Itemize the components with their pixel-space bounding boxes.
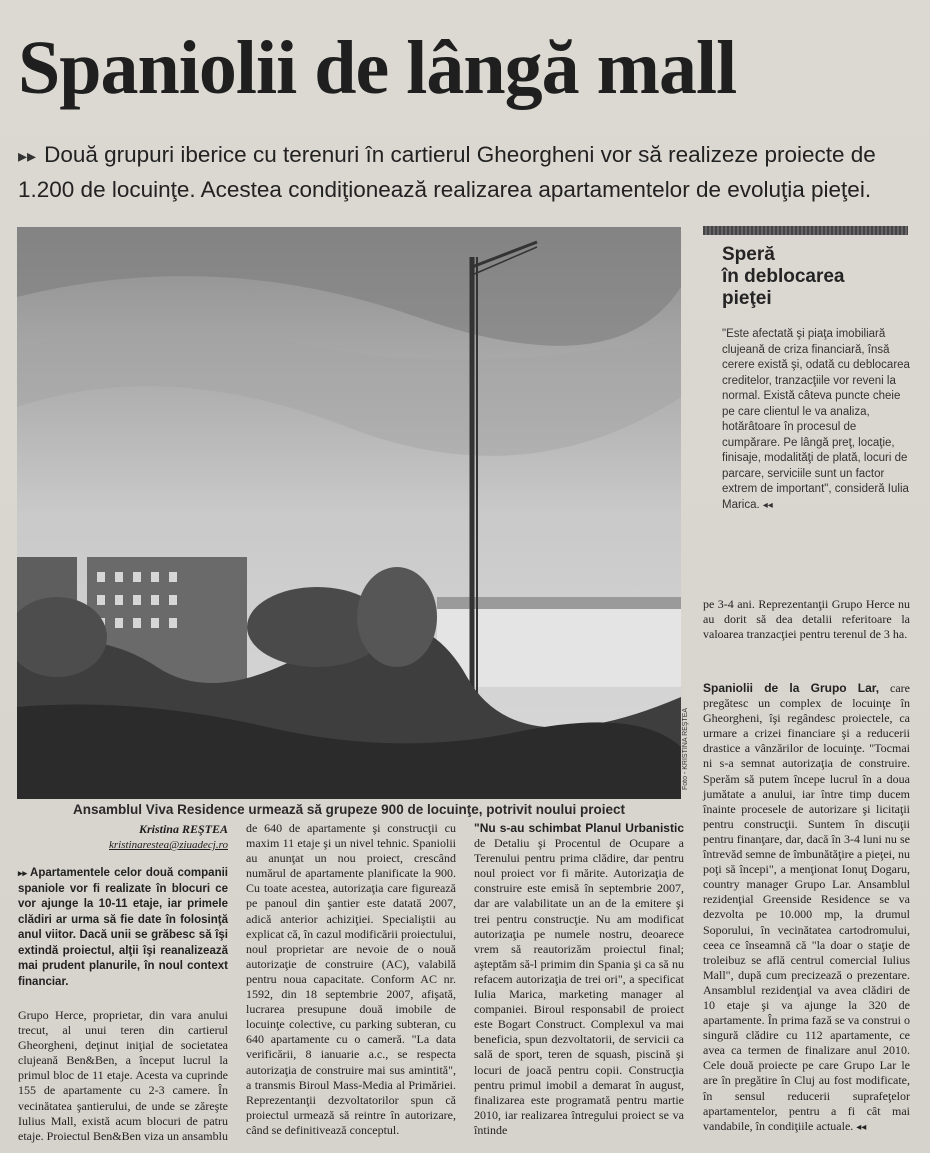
headline: Spaniolii de lângă mall: [18, 26, 737, 110]
sidebar-title-line: Speră: [722, 244, 775, 265]
column-text: [703, 681, 910, 1135]
lead-arrow-icon: ▸▸: [18, 146, 37, 166]
sidebar-title-line: în deblocarea: [722, 266, 845, 287]
sidebar-title-line: pieţei: [722, 288, 772, 309]
article-intro: [18, 866, 228, 1000]
lead-paragraph: [18, 138, 918, 207]
column-text: pe 3-4 ani. Reprezentanţii Grupo Herce nu au dorit să dea detalii referitoare la valoarea tranzacţiei pentru terenul de 3 ha.: [703, 597, 910, 642]
article-column-1: [18, 1008, 228, 1144]
column-text: [474, 821, 684, 1138]
article-column-3: [474, 821, 684, 1138]
sidebar-quote-text: "Este afectată şi piaţa imobiliară clujeană de criza financiară, însă cerere există şi, odată cu deblocarea creditelor, tranzacţiile vor reveni la normal. Există câteva puncte cheie pe care clientul le va analiza, hotărâtoare în procesul de cumpărare. Pe lângă preţ, locaţie, finisaje, modalităţi de plată, locuri de parcare, serviciile sunt un factor extrem de important", consideră Iulia Marica.: [722, 328, 910, 511]
author-name: Kristina REŞTEA: [138, 822, 228, 836]
intro-arrow-icon: ▸▸: [18, 868, 28, 878]
intro-paragraph: [18, 866, 228, 990]
author-email: kristinarestea@ziuadecj.ro: [109, 839, 228, 851]
lead-text: Două grupuri iberice cu terenuri în cartierul Gheorgheni vor să realizeze proiecte de 1.200 de locuinţe. Acestea condiţionează realizarea apartamentelor de evoluţia pieţei.: [18, 142, 876, 202]
photo-credit: Foto - KRISTINA REŞTEA: [682, 707, 689, 790]
column-lead-in: "Nu s-au schimbat Planul Urbanistic: [474, 821, 684, 835]
sidebar-divider: [703, 226, 908, 235]
article-column-4: [703, 681, 910, 1135]
column-text: Grupo Herce, proprietar, din vara anului trecut, al unui teren din cartierul Gheorgheni, deţinut iniţial de societatea clujeană Ben&Ben, a început lucrul la primul bloc de 11 etaje. Acesta va cuprinde 155 de apartamente cu 2-3 camere. În vecinătatea şantierului, de unde se zăreşte Iulius Mall, există acum blocuri de patru etaje. Proiectul Ben&Ben viza un ansamblu: [18, 1008, 228, 1143]
column-body: care pregătesc un complex de locuinţe în Gheorgheni, îşi regândesc proiectele, ca urmare a crizei financiare şi a reducerii drastice a vânzărilor de locuinţe. "Tocmai ni s-a semnat autorizaţia de construire. Sperăm să putem începe lucrul în a doua jumătate a anului, iar între timp ducem înainte procesele de autorizare şi licitaţii pentru construcţii. Suntem în discuţii pentru finanţare, dar, dacă în 3-4 luni nu se întrevăd semne de îmbunătăţire a pieţei, nu poţi să începi", a menţionat Ionuţ Dogaru, country manager Grupo Lar. Ansamblul rezidenţial Greenside Residence se va dezvolta pe 10.000 mp, la drumul Soporului, în vecinătatea cartodromului, ceea ce înseamnă că "la doar o staţie de troleibuz se află centrul comercial Iulius Mall", după cum precizează o prezentare. Ansamblul rezidenţial va avea clădiri de 10 etaje şi va ajunge la 320 de apartamente. În prima fază se va construi o singură clădire cu 112 apartamente, ce avea ca termen de finalizare anul 2010. Cele două proiecte pe care Grupo Lar le are în pregătire în Cluj au fost modificate, în sensul reducerii suprafeţelor apartamentelor, pentru a fi cât mai vandabile, în condiţiile actuale.: [703, 681, 911, 1133]
construction-site-image: [17, 227, 681, 799]
column-lead-in: Spaniolii de la Grupo Lar,: [703, 681, 880, 695]
column-body: de Detaliu şi Procentul de Ocupare a Terenului pentru prima clădire, dar pentru noul proiect vor fi mărite. Autorizaţia de construire este emisă în septembrie 2007, dar are valabilitate un an de la emitere şi trei pentru construcţie. Nu am modificat autorizaţia pe numele nostru, deoarece vrem să reautorizăm proiectul final; aşteptăm să-l primim din Spania şi ca să nu refacem autorizaţia de trei ori", a specificat Iulia Marica, marketing manager al companiei. Biroul responsabil de proiect este Bogart Construct. Complexul va mai beneficia, spun dezvoltatorii, de servicii ca sală de sport, teren de squash, piscină şi locuri de joacă pentru copii. Construcţia pentru primul imobil a demarat în august, finalizarea este programată pentru martie 2010, iar realizarea întregului proiect se va întinde: [474, 836, 684, 1137]
byline: [18, 821, 228, 853]
end-mark-icon: ◂◂: [762, 499, 773, 511]
construction-photo: [17, 227, 681, 799]
sidebar-title: [722, 244, 902, 310]
sidebar-quote: [722, 327, 912, 513]
intro-text: Apartamentele celor două companii spaniole vor fi realizate în blocuri ce vor ajunge la 10-11 etaje, iar primele clădiri ar urma să fie date în folosinţă anul viitor. Dacă unii se grăbesc să îşi extindă proiectul, alţii îşi reanalizează mai prudent planurile, în noul context financiar.: [18, 867, 228, 988]
end-mark-icon: ◂◂: [856, 1121, 867, 1133]
column-text: de 640 de apartamente şi construcţii cu maxim 11 etaje şi un nivel tehnic. Spaniolii au anunţat un nou proiect, crescând numărul de apartamente planificate la 900. Cu toate acestea, autorizaţia care figurează pe panoul din şantier este datată 2007, adică anterior achiziţiei. Specialiştii au explicat că, în cazul modificării proiectului, noul proprietar are nevoie de o nouă autorizaţie de construire (AC), valabilă pentru noua capacitate. Conform AC nr. 1592, din 18 septembrie 2007, afişată, lucrarea presupune două imobile de locuinţe colective, cu parking subteran, cu 640 apartamente cu o cameră. "La data verificării, 8 ianuarie a.c., se respecta autorizaţia de construire mai sus amintită", a transmis Biroul Mass-Media al Primăriei. Reprezentanţii dezvoltatorilor spun că proiectul urmează să reintre în autorizare, când se definitivează conceptul.: [246, 821, 456, 1137]
article-column-2: [246, 821, 456, 1138]
article-column-4-top: [703, 597, 910, 642]
photo-caption: Ansamblul Viva Residence urmează să grupeze 900 de locuinţe, potrivit noului proiect: [73, 802, 625, 817]
